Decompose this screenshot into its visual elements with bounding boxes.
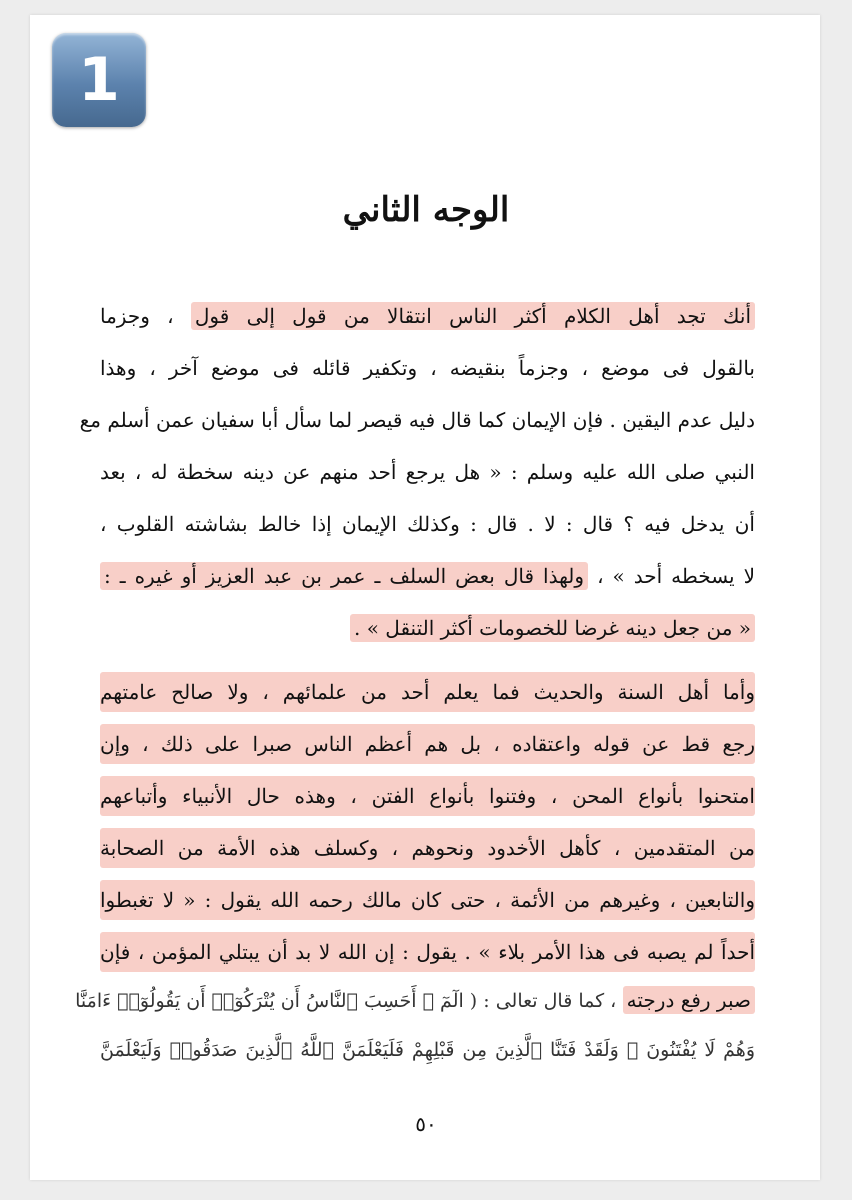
highlighted-line: امتحنوا بأنواع المحن ، وفتنوا بأنواع الفتن ، وهذه حال الأنبياء وأتباعهم xyxy=(100,776,755,816)
text-fragment: لا يسخطه أحد » ، xyxy=(597,564,755,588)
highlighted-text: « من جعل دينه غرضا للخصومات أكثر التنقل » . xyxy=(350,614,755,642)
highlighted-line: وأما أهل السنة والحديث فما يعلم أحد من علمائهم ، ولا صالح عامتهم xyxy=(100,672,755,712)
text-line xyxy=(100,608,755,648)
text-line: بالقول فى موضع ، وجزماً بنقيضه ، وتكفير قائله فى موضع آخر ، وهذا xyxy=(100,356,755,380)
highlighted-text: ولهذا قال بعض السلف ـ عمر بن عبد العزيز أو غيره ـ : xyxy=(100,562,588,590)
section-heading: الوجه الثاني xyxy=(342,190,510,230)
highlighted-line: رجع قط عن قوله واعتقاده ، بل هم أعظم الناس صبرا على ذلك ، وإن xyxy=(100,724,755,764)
page-index-badge: 1 xyxy=(52,33,146,127)
highlighted-text: صبر رفع درجته xyxy=(623,986,755,1014)
text-line xyxy=(75,980,755,1020)
highlighted-text: أنك تجد أهل الكلام أكثر الناس انتقالا من قول إلى قول xyxy=(191,302,755,330)
page-number: ٥٠ xyxy=(415,1112,437,1136)
quran-verse-line: وَهُمْ لَا يُفْتَنُونَ ۞ وَلَقَدْ فَتَنَّا ٱلَّذِينَ مِن قَبْلِهِمْ فَلَيَعْلَمَنَّ ٱللَّهُ ٱلَّذِينَ صَدَقُوا۟ وَلَيَعْلَمَنَّ xyxy=(100,1039,755,1061)
text-fragment: ، وجزما xyxy=(100,304,174,328)
highlighted-line: من المتقدمين ، كأهل الأخدود ونحوهم ، وكسلف هذه الأمة من الصحابة xyxy=(100,828,755,868)
text-line xyxy=(100,556,755,596)
text-line xyxy=(100,296,755,336)
text-line: النبي صلى الله عليه وسلم : « هل يرجع أحد منهم عن دينه سخطة له ، بعد xyxy=(100,460,755,484)
highlighted-line: والتابعين ، وغيرهم من الأئمة ، حتى كان مالك رحمه الله يقول : « لا تغبطوا xyxy=(100,880,755,920)
quran-verse-text: ، كما قال تعالى : ( الٓمٓ ۞ أَحَسِبَ ٱلنَّاسُ أَن يُتْرَكُوٓا۟ أَن يَقُولُوٓا۟ ءَامَنَّا xyxy=(75,990,617,1012)
text-line: أن يدخل فيه ؟ قال : لا . قال : وكذلك الإيمان إذا خالط بشاشته القلوب ، xyxy=(100,512,755,536)
highlighted-line: أحداً لم يصبه فى هذا الأمر بلاء » . يقول : إن الله لا بد أن يبتلي المؤمن ، فإن xyxy=(100,932,755,972)
text-line: دليل عدم اليقين . فإن الإيمان كما قال فيه قيصر لما سأل أبا سفيان عمن أسلم مع xyxy=(79,408,755,432)
